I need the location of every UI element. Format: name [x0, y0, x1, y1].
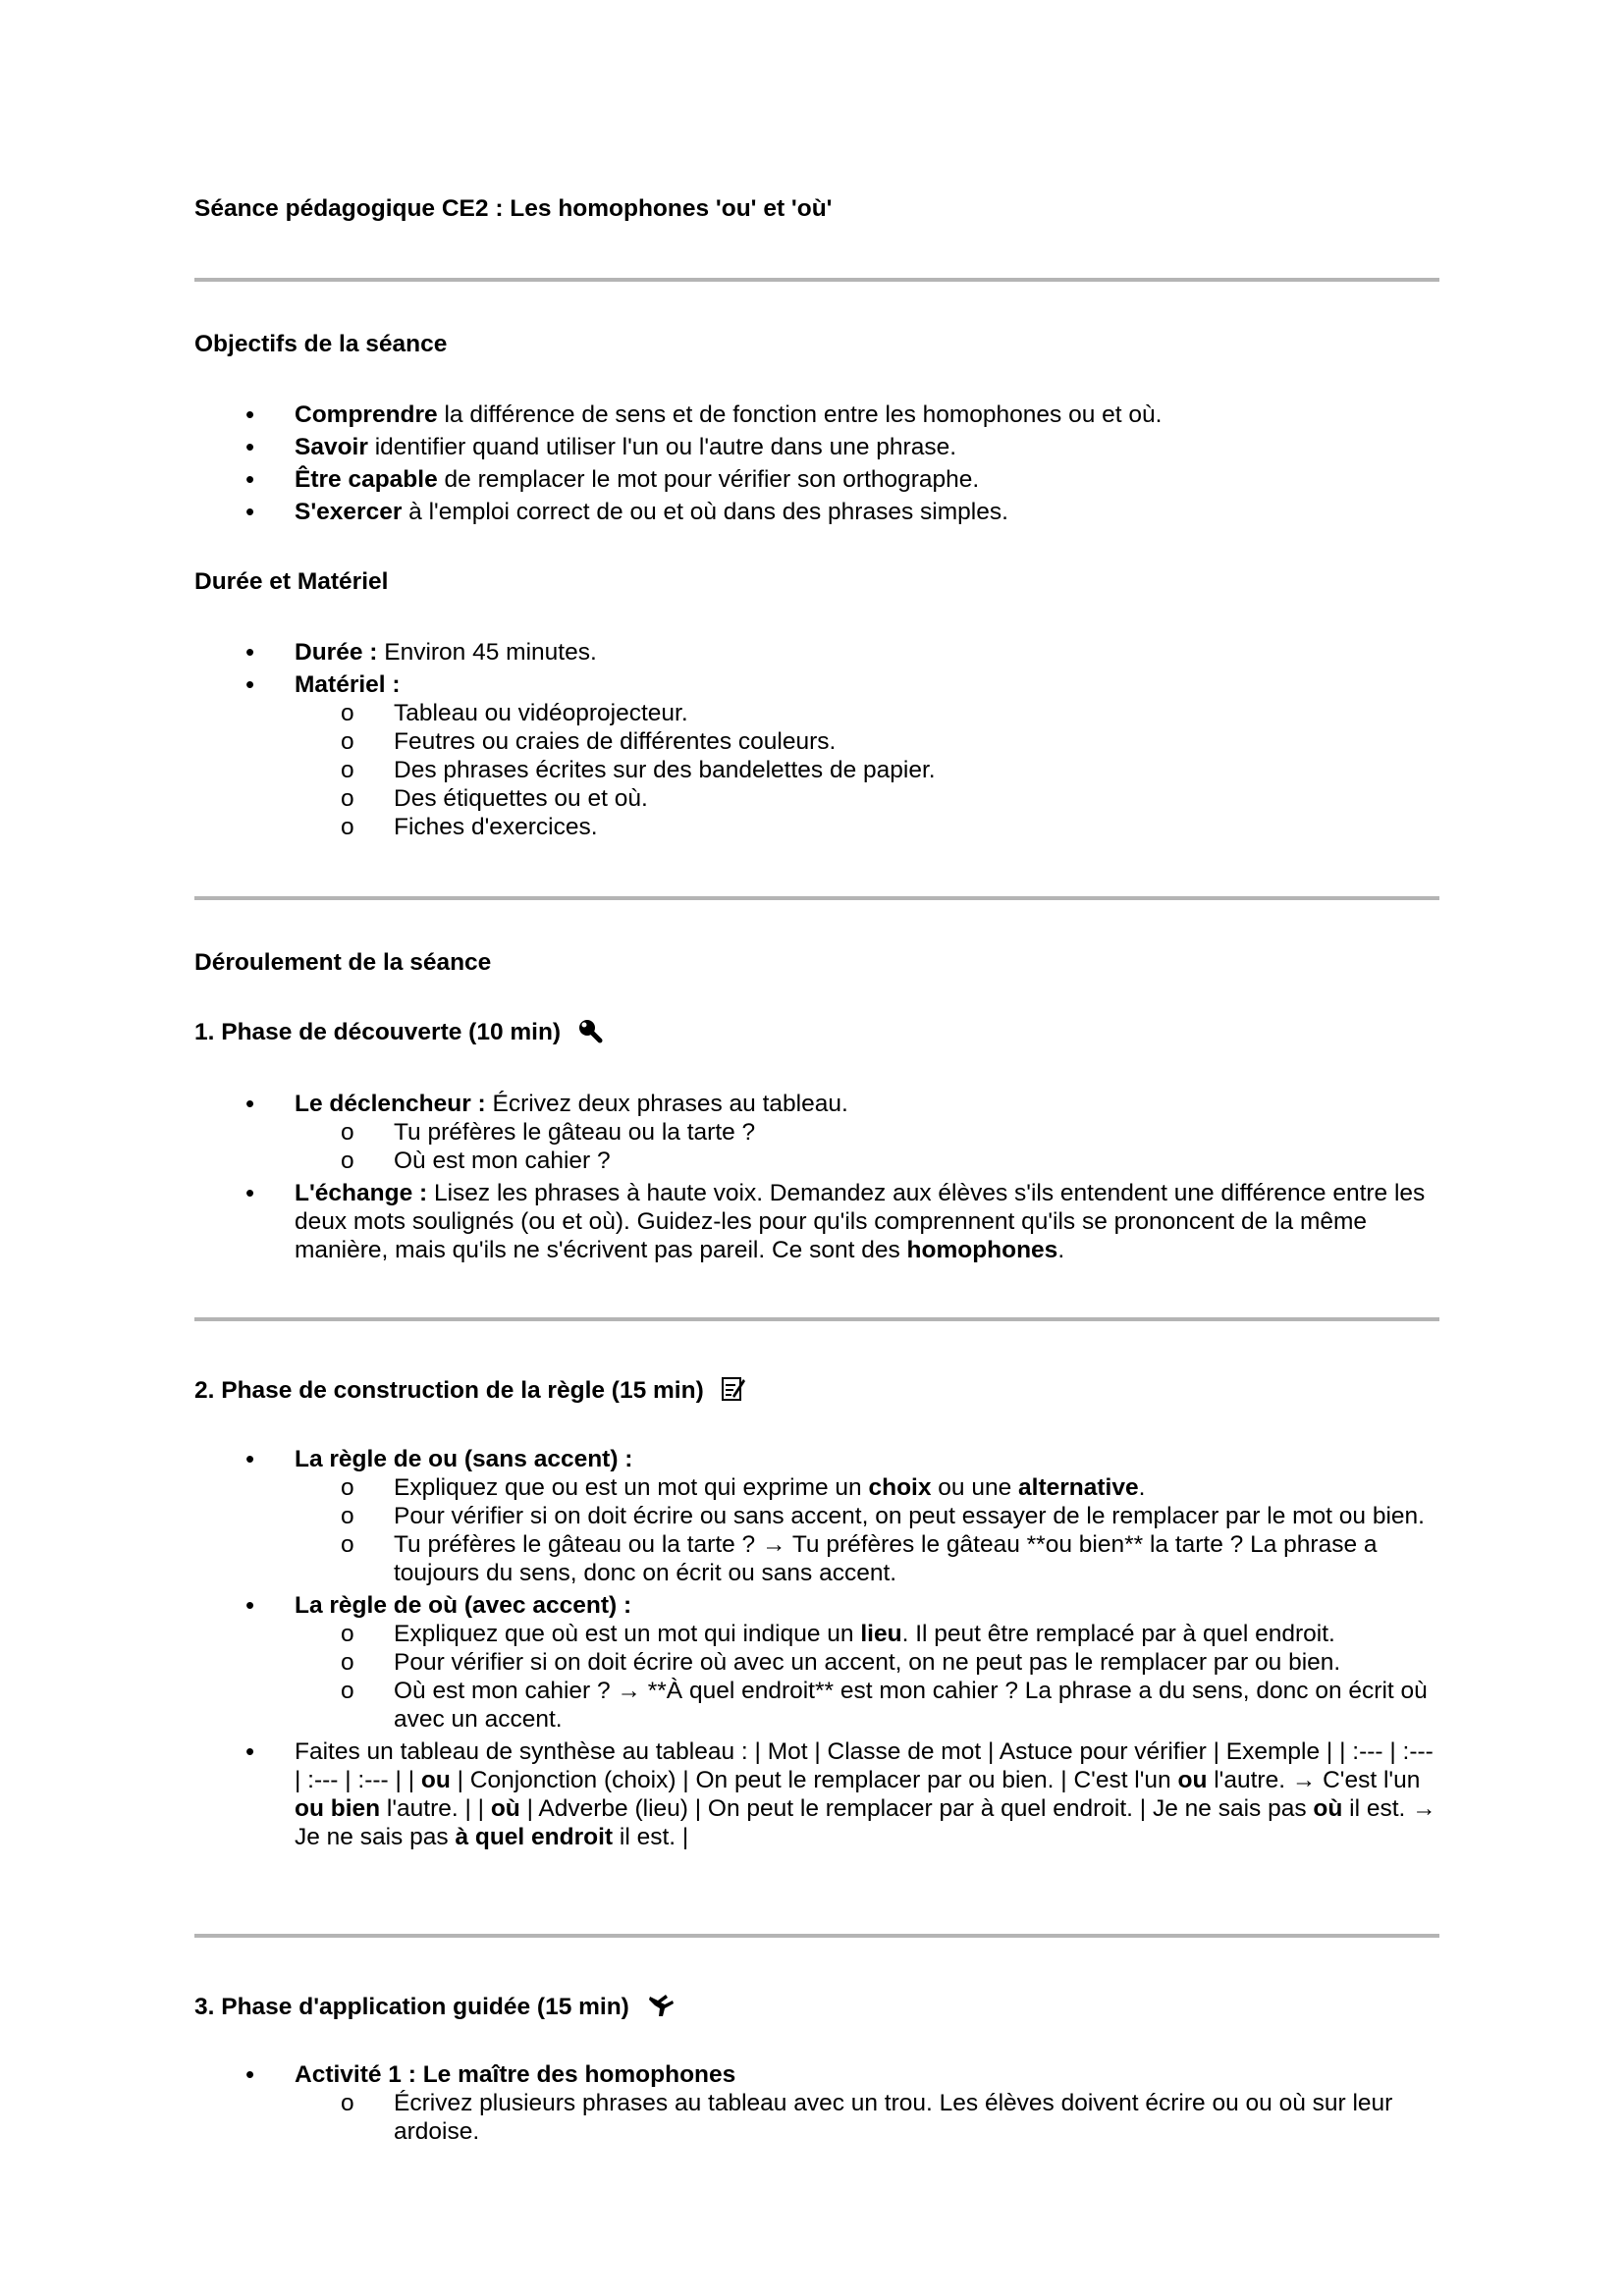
list-item: o Écrivez plusieurs phrases au tableau avec un trou. Les élèves doivent écrire ou ou où sur leur ardoise.: [294, 2089, 1439, 2146]
list-item: o Des étiquettes ou et où.: [294, 784, 1439, 813]
list-item: o Expliquez que où est un mot qui indique un lieu. Il peut être remplacé par à quel endroit.: [294, 1620, 1439, 1648]
phase3-list: [194, 2060, 1439, 2146]
list-item: • Matériel : o Tableau ou vidéoprojecteur. o Feutres ou craies de différentes couleurs. o Des phrases écrites sur des bandelettes de papier. o Des étiquettes ou et où. o Fiches d'exercices.: [194, 670, 1439, 841]
list-item: o Des phrases écrites sur des bandelettes de papier.: [294, 756, 1439, 784]
deroulement-heading: Déroulement de la séance: [194, 949, 492, 976]
duree-list: [194, 638, 1439, 841]
divider: [194, 896, 1439, 900]
list-item: • La règle de ou (sans accent) : o Expliquez que ou est un mot qui exprime un choix ou une alternative. o Pour vérifier si on doit écrire ou sans accent, on peut essayer de le remplacer par le mot ou bien. o Tu préfères le gâteau ou la tarte ? → Tu préfères le gâteau **ou bien** la tarte ? La phrase a toujours du sens, donc on écrit ou sans accent.: [194, 1445, 1439, 1587]
list-item: o Tu préfères le gâteau ou la tarte ?: [294, 1118, 1439, 1147]
objectifs-heading: Objectifs de la séance: [194, 331, 448, 357]
list-item: • Faites un tableau de synthèse au tableau : | Mot | Classe de mot | Astuce pour vérifier | Exemple | | :--- | :--- | :--- | :--- | | ou | Conjonction (choix) | On peut le remplacer par ou bien. | C'est l'un ou l'autre. → C'est l'un ou bien l'autre. | | où | Adverbe (lieu) | On peut le remplacer par à quel endroit. | Je ne sais pas où il est. → Je ne sais pas à quel endroit il est. |: [194, 1737, 1439, 1851]
list-item: o Tu préfères le gâteau ou la tarte ? → Tu préfères le gâteau **ou bien** la tarte ? La phrase a toujours du sens, donc on écrit ou sans accent.: [294, 1530, 1439, 1587]
phase2-list: [194, 1445, 1439, 1851]
list-item: • Comprendre la différence de sens et de fonction entre les homophones ou et où.: [194, 400, 1439, 429]
memo-icon: [721, 1374, 746, 1409]
list-item: • Le déclencheur : Écrivez deux phrases au tableau. o Tu préfères le gâteau ou la tarte ? o Où est mon cahier ?: [194, 1090, 1439, 1175]
pointing-hand-icon: [646, 1991, 676, 2025]
divider: [194, 1317, 1439, 1321]
list-item: • Durée : Environ 45 minutes.: [194, 638, 1439, 667]
list-item: o Tableau ou vidéoprojecteur.: [294, 699, 1439, 727]
regle-ou-list: [295, 1473, 1439, 1587]
magnifier-icon: [577, 1018, 603, 1050]
list-item: • Savoir identifier quand utiliser l'un ou l'autre dans une phrase.: [194, 433, 1439, 461]
document-title: Séance pédagogique CE2 : Les homophones 'ou' et 'où': [194, 195, 833, 222]
list-item: o Fiches d'exercices.: [294, 813, 1439, 841]
list-item: o Où est mon cahier ?: [294, 1147, 1439, 1175]
phrases-list: [295, 1118, 1439, 1175]
list-item: o Pour vérifier si on doit écrire ou sans accent, on peut essayer de le remplacer par le mot ou bien.: [294, 1502, 1439, 1530]
activite-list: [295, 2089, 1439, 2146]
phase3-heading: 3. Phase d'application guidée (15 min): [194, 1991, 676, 2025]
list-item: • S'exercer à l'emploi correct de ou et où dans des phrases simples.: [194, 498, 1439, 526]
list-item: o Expliquez que ou est un mot qui exprime un choix ou une alternative.: [294, 1473, 1439, 1502]
list-item: o Pour vérifier si on doit écrire où avec un accent, on ne peut pas le remplacer par ou bien.: [294, 1648, 1439, 1677]
duree-heading: Durée et Matériel: [194, 568, 389, 595]
list-item: o Où est mon cahier ? → **À quel endroit** est mon cahier ? La phrase a du sens, donc on écrit où avec un accent.: [294, 1677, 1439, 1734]
divider: [194, 1934, 1439, 1938]
list-item: • Être capable de remplacer le mot pour vérifier son orthographe.: [194, 465, 1439, 494]
phase1-heading: 1. Phase de découverte (10 min): [194, 1018, 603, 1050]
regle-ou-accent-list: [295, 1620, 1439, 1734]
materiel-list: [295, 699, 1439, 841]
phase1-list: [194, 1090, 1439, 1264]
divider: [194, 278, 1439, 282]
objectifs-list: [194, 400, 1439, 526]
phase2-heading: 2. Phase de construction de la règle (15 min): [194, 1374, 746, 1409]
list-item: • Activité 1 : Le maître des homophones o Écrivez plusieurs phrases au tableau avec un trou. Les élèves doivent écrire ou ou où sur leur ardoise.: [194, 2060, 1439, 2146]
list-item: o Feutres ou craies de différentes couleurs.: [294, 727, 1439, 756]
list-item: • La règle de où (avec accent) : o Expliquez que où est un mot qui indique un lieu. Il peut être remplacé par à quel endroit. o Pour vérifier si on doit écrire où avec un accent, on ne peut pas le remplacer par ou bien. o Où est mon cahier ? → **À quel endroit** est mon cahier ? La phrase a du sens, donc on écrit où avec un accent.: [194, 1591, 1439, 1734]
list-item: • L'échange : Lisez les phrases à haute voix. Demandez aux élèves s'ils entendent une différence entre les deux mots soulignés (ou et où). Guidez-les pour qu'ils comprennent qu'ils se prononcent de la même manière, mais qu'ils ne s'écrivent pas pareil. Ce sont des homophones.: [194, 1179, 1439, 1264]
